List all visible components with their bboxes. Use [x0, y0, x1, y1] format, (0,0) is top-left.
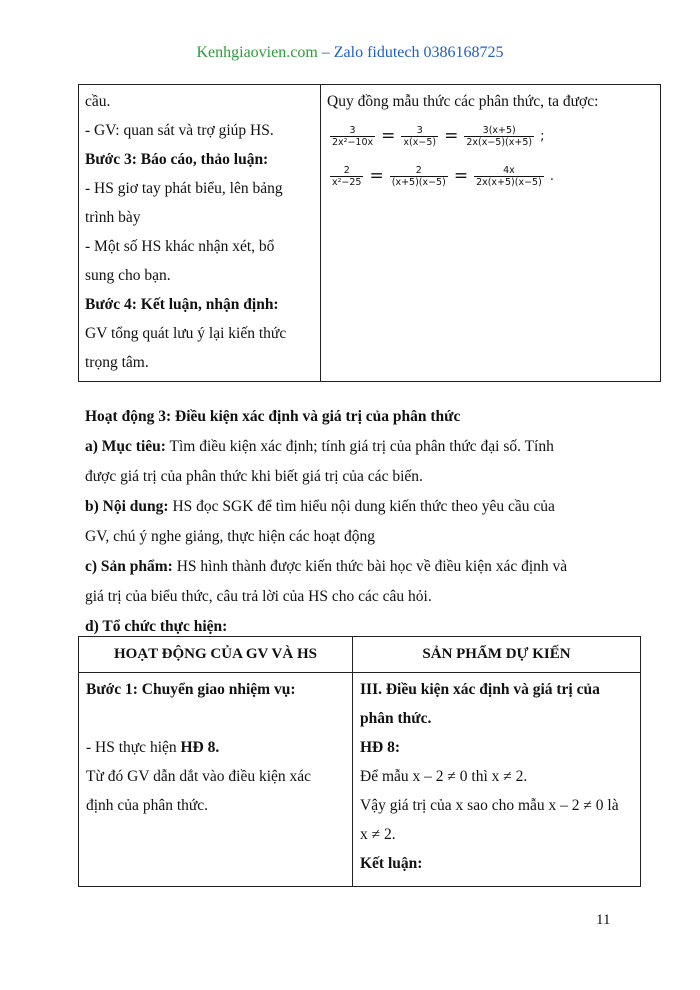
organization-heading: d) Tổ chức thực hiện: — [85, 618, 228, 635]
column-header-product: SẢN PHẨM DỰ KIẾN — [353, 637, 641, 673]
fraction-equation-1 — [327, 116, 654, 156]
step-heading: Bước 1: Chuyển giao nhiệm vụ: — [86, 681, 296, 698]
page-number: 11 — [596, 912, 611, 928]
section-heading: III. Điều kiện xác định và giá trị của — [360, 681, 600, 698]
content-paragraph: b) Nội dung: HS đọc SGK để tìm hiểu nội dung kiến thức theo yêu cầu của — [85, 498, 555, 515]
text-line: giá trị của biểu thức, câu trả lời của HS cho các câu hỏi. — [85, 588, 432, 605]
text-line: định của phân thức. — [86, 797, 209, 814]
text-line: Vậy giá trị của x sao cho mẫu x – 2 ≠ 0 là — [360, 797, 619, 814]
text-line: Để mẫu x – 2 ≠ 0 thì x ≠ 2. — [360, 768, 528, 785]
text-line: Từ đó GV dẫn dắt vào điều kiện xác — [86, 768, 312, 785]
step-heading: Bước 4: Kết luận, nhận định: — [85, 296, 279, 313]
fraction: $\frac{3(x+5)}{2x(x-5)(x+5)}$ — [466, 124, 533, 148]
header-contact: Zalo fidutech 0386168725 — [333, 44, 504, 61]
fraction: $\frac{2}{\text{x²−25}}$ — [332, 164, 362, 188]
text-line: sung cho bạn. — [85, 267, 171, 284]
objective-paragraph: a) Mục tiêu: Tìm điều kiện xác định; tính giá trị của phân thức đại số. Tính — [85, 438, 554, 455]
fraction-equation-2 — [327, 156, 654, 196]
activity-right-cell — [353, 673, 641, 887]
fraction: $\frac{2}{(x+5)(x-5)}$ — [391, 164, 446, 188]
fraction: $\frac{3}{x(x-5)}$ — [403, 124, 437, 148]
text-line: trình bày — [85, 209, 141, 226]
equals-sign: = — [381, 126, 396, 146]
text-line: - HS thực hiện HĐ 8. — [86, 739, 220, 756]
text-line: GV, chú ý nghe giảng, thực hiện các hoạt động — [85, 528, 376, 545]
header-site: Kenhgiaovien.com — [196, 44, 318, 61]
punctuation: ; — [540, 128, 545, 144]
text-line: - Một số HS khác nhận xét, bổ — [85, 238, 275, 255]
text-line: - GV: quan sát và trợ giúp HS. — [85, 122, 274, 139]
activity-section — [85, 402, 625, 642]
equals-sign: = — [369, 166, 384, 186]
text-line: GV tổng quát lưu ý lại kiến thức — [85, 325, 287, 342]
section-heading: phân thức. — [360, 710, 432, 727]
activity-label: HĐ 8: — [360, 739, 401, 756]
equals-sign: = — [453, 166, 469, 186]
section-title: Hoạt động 3: Điều kiện xác định và giá trị của phân thức — [85, 408, 461, 425]
fraction: $\frac{4x}{2x(x+5)(x-5)}$ — [476, 164, 542, 188]
text-line: - HS giơ tay phát biểu, lên bảng — [85, 180, 283, 197]
product-paragraph: c) Sản phẩm: HS hình thành được kiến thức bài học về điều kiện xác định và — [85, 558, 568, 575]
text-line: trọng tâm. — [85, 354, 149, 371]
blank-line — [86, 704, 345, 733]
equals-sign: = — [444, 126, 459, 146]
text-line: Quy đồng mẫu thức các phân thức, ta được: — [327, 93, 599, 110]
column-header-activity: HOẠT ĐỘNG CỦA GV VÀ HS — [79, 637, 353, 673]
activity-table — [78, 636, 641, 887]
step-heading: Bước 3: Báo cáo, thảo luận: — [85, 151, 269, 168]
continuation-right-cell — [321, 85, 661, 382]
text-line: được giá trị của phân thức khi biết giá trị của các biến. — [85, 468, 423, 485]
text-line: cầu. — [85, 93, 111, 110]
fraction: $\frac{3}{\text{2x²−10x}}$ — [332, 124, 374, 148]
continuation-table — [78, 84, 661, 382]
header-separator: – — [321, 44, 330, 61]
activity-left-cell — [79, 673, 353, 887]
text-line: x ≠ 2. — [360, 826, 396, 843]
continuation-left-cell — [79, 85, 321, 382]
page-header — [0, 44, 700, 62]
conclusion-label: Kết luận: — [360, 855, 423, 872]
punctuation: . — [549, 168, 554, 184]
